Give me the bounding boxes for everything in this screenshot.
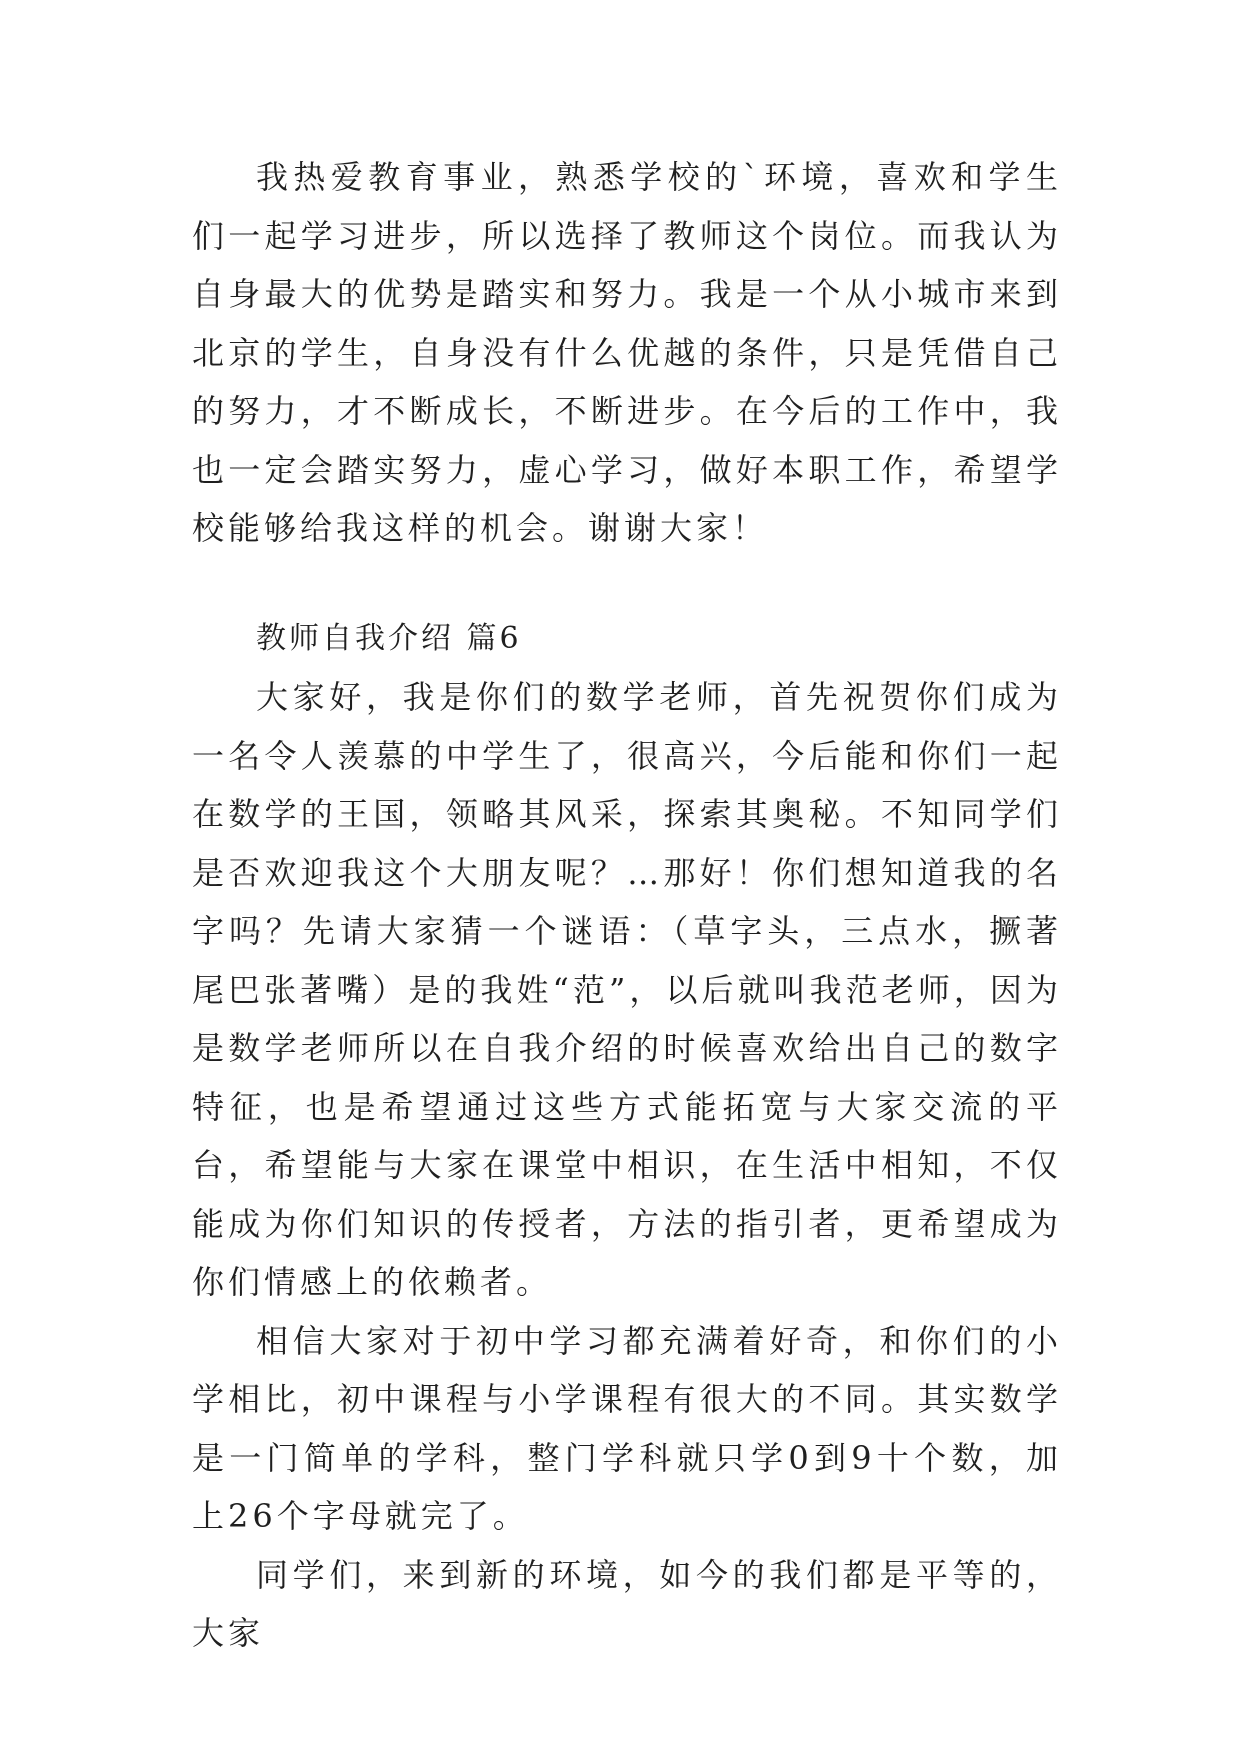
paragraph-block-1 xyxy=(192,148,1062,558)
paragraph-block-2 xyxy=(192,610,1062,1663)
paragraph-3: 相信大家对于初中学习都充满着好奇，和你们的小学相比，初中课程与小学课程有很大的不同。其实数学是一门简单的学科，整门学科就只学0到9十个数，加上26个字母就完了。 xyxy=(192,1321,1062,1535)
paragraph-1: 我热爱教育事业，熟悉学校的`环境，喜欢和学生们一起学习进步，所以选择了教师这个岗位。而我认为自身最大的优势是踏实和努力。我是一个从小城市来到北京的学生，自身没有什么优越的条件，只是凭借自己的努力，才不断成长，不断进步。在今后的工作中，我也一定会踏实努力，虚心学习，做好本职工作，希望学校能够给我这样的机会。谢谢大家！ xyxy=(192,158,1062,547)
paragraph-2: 大家好，我是你们的数学老师，首先祝贺你们成为一名令人羡慕的中学生了，很高兴，今后能和你们一起在数学的王国，领略其风采，探索其奥秘。不知同学们是否欢迎我这个大朋友呢？…那好！你们想知道我的名字吗？先请大家猜一个谜语：（草字头，三点水，撅著尾巴张著嘴）是的我姓“范”，以后就叫我范老师，因为是数学老师所以在自我介绍的时候喜欢给出自己的数字特征，也是希望通过这些方式能拓宽与大家交流的平台，希望能与大家在课堂中相识，在生活中相知，不仅能成为你们知识的传授者，方法的指引者，更希望成为你们情感上的依赖者。 xyxy=(192,678,1062,1301)
section-heading: 教师自我介绍 篇6 xyxy=(256,621,522,656)
paragraph-4: 同学们，来到新的环境，如今的我们都是平等的，大家 xyxy=(192,1555,1062,1652)
